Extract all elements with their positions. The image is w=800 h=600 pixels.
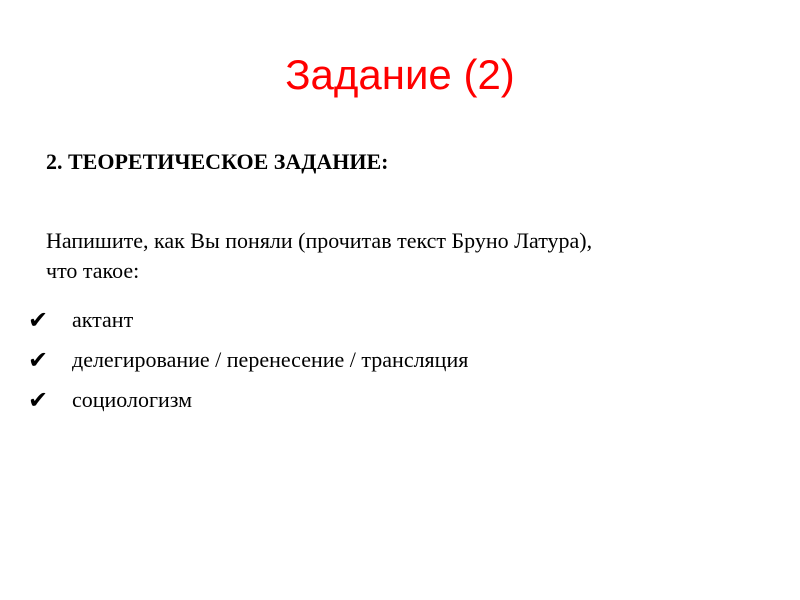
- list-item-label: социологизм: [72, 387, 193, 412]
- checklist: [28, 300, 468, 420]
- list-item: [28, 300, 468, 340]
- task-heading: 2. ТЕОРЕТИЧЕСКОЕ ЗАДАНИЕ:: [46, 149, 389, 174]
- list-item-label: делегирование / перенесение / трансляция: [72, 347, 469, 372]
- list-item-label: актант: [72, 307, 134, 332]
- checkmark-icon: ✔: [28, 346, 49, 374]
- task-paragraph-line-1: Напишите, как Вы поняли (прочитав текст Бруно Латура),: [46, 228, 593, 253]
- list-item: [28, 340, 468, 380]
- checkmark-icon: ✔: [28, 386, 49, 414]
- task-paragraph-line-2: что такое:: [46, 258, 140, 283]
- task-paragraph: [46, 226, 766, 286]
- checkmark-icon: ✔: [28, 306, 49, 334]
- list-item: [28, 380, 468, 420]
- slide-title: Задание (2): [285, 51, 515, 98]
